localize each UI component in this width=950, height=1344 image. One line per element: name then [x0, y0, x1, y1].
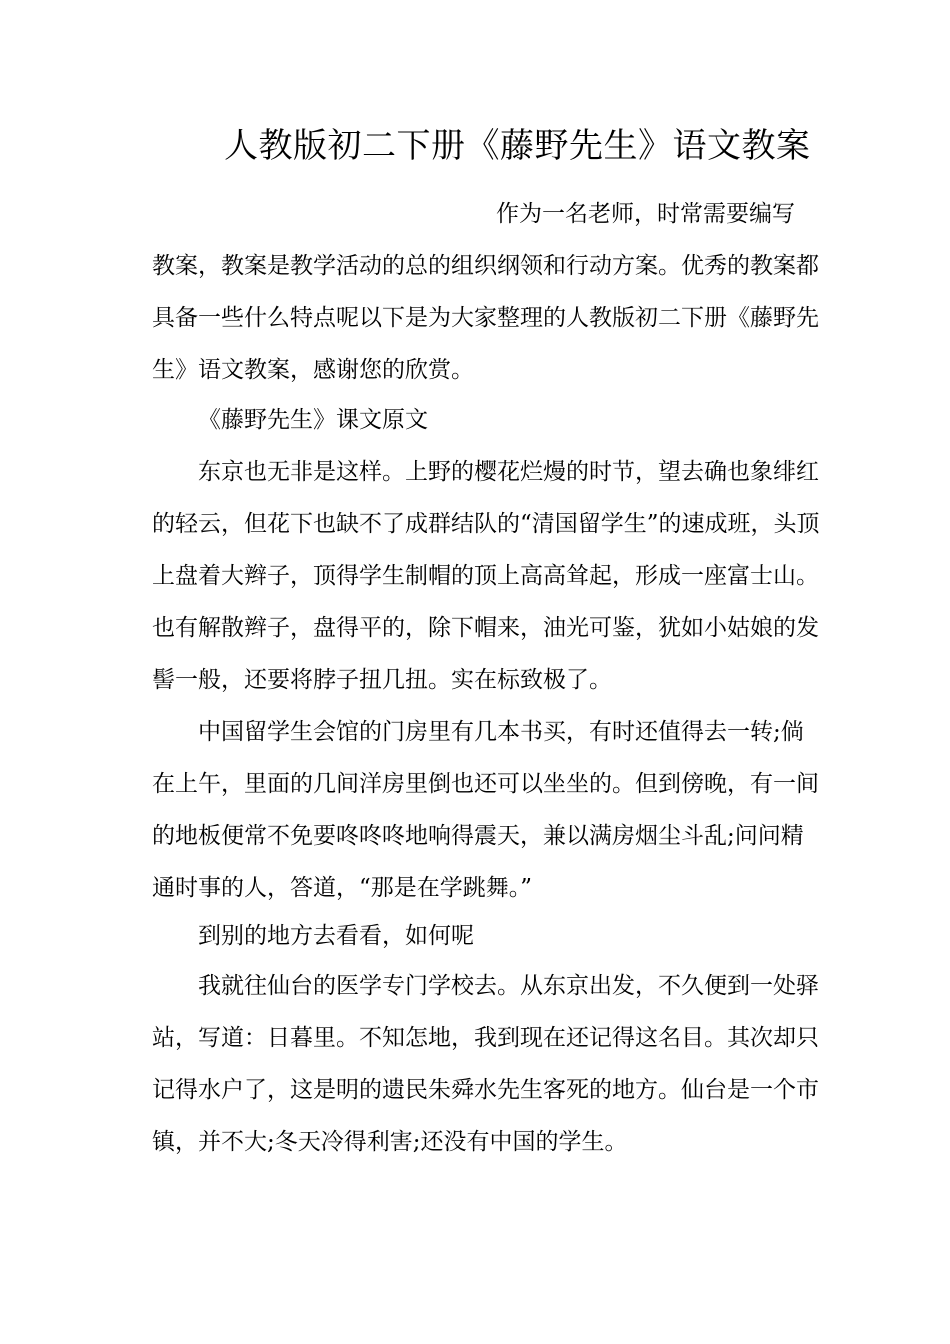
- paragraph2-line-3: 的地板便常不免要咚咚咚地响得震天，兼以满房烟尘斗乱;问问精: [152, 823, 804, 849]
- section-heading: 《藤野先生》课文原文: [198, 407, 428, 433]
- paragraph4-line-1: 我就往仙台的医学专门学校去。从东京出发，不久便到一处驿: [198, 973, 819, 999]
- intro-line-3: 具备一些什么特点呢以下是为大家整理的人教版初二下册《藤野先: [152, 305, 819, 331]
- paragraph1-line-2: 的轻云，但花下也缺不了成群结队的“清国留学生”的速成班，头顶: [152, 511, 820, 537]
- paragraph2-line-2: 在上午，里面的几间洋房里倒也还可以坐坐的。但到傍晚，有一间: [152, 771, 819, 797]
- intro-line-4: 生》语文教案，感谢您的欣赏。: [152, 357, 474, 383]
- paragraph2-line-4: 通时事的人，答道，“那是在学跳舞。”: [152, 875, 533, 901]
- paragraph1-line-1: 东京也无非是这样。上野的樱花烂熳的时节，望去确也象绯红: [198, 459, 819, 485]
- intro-line-2: 教案，教案是教学活动的总的组织纲领和行动方案。优秀的教案都: [152, 253, 819, 279]
- paragraph4-line-3: 记得水户了，这是明的遗民朱舜水先生客死的地方。仙台是一个市: [152, 1077, 819, 1103]
- paragraph4-line-2: 站，写道：日暮里。不知怎地，我到现在还记得这名目。其次却只: [152, 1025, 819, 1051]
- paragraph2-line-1: 中国留学生会馆的门房里有几本书买，有时还值得去一转;倘: [198, 719, 804, 745]
- intro-line-1: 作为一名老师，时常需要编写: [496, 201, 795, 227]
- paragraph1-line-4: 也有解散辫子，盘得平的，除下帽来，油光可鉴，犹如小姑娘的发: [152, 615, 819, 641]
- document-title: 人教版初二下册《藤野先生》语文教案: [224, 126, 811, 166]
- paragraph1-line-5: 髻一般，还要将脖子扭几扭。实在标致极了。: [152, 667, 612, 693]
- paragraph3-line-1: 到别的地方去看看，如何呢: [198, 923, 474, 949]
- paragraph4-line-4: 镇，并不大;冬天冷得利害;还没有中国的学生。: [152, 1129, 628, 1155]
- paragraph1-line-3: 上盘着大辫子，顶得学生制帽的顶上高高耸起，形成一座富士山。: [152, 563, 819, 589]
